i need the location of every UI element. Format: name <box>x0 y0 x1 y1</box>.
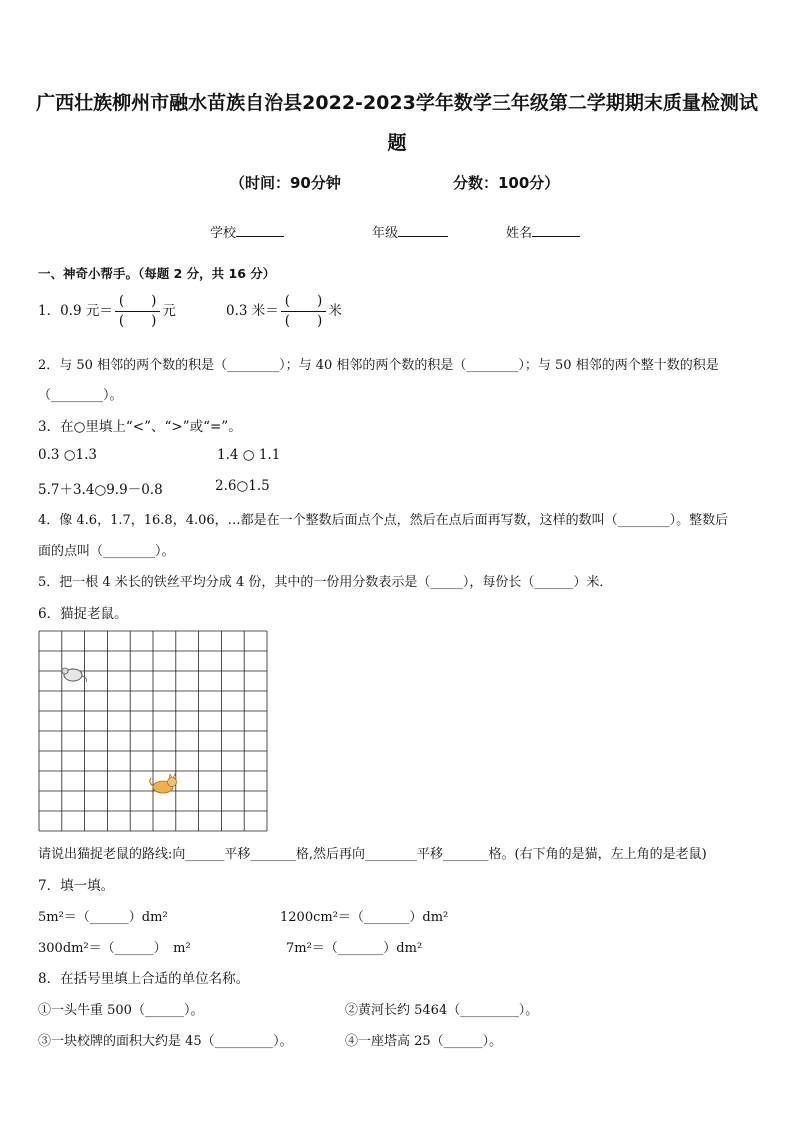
q7-item-a[interactable]: 5m²＝（______）dm² <box>38 910 168 925</box>
section1-heading: 一、神奇小帮手。（每题 2 分，共 16 分） <box>38 266 276 281</box>
title-line1: 广西壮族柳州市融水苗族自治县2022-2023学年数学三年级第二学期期末质量检测试 <box>36 92 758 114</box>
q8-item-c[interactable]: ③一块校牌的面积大约是 45（_________）。 <box>38 1034 293 1049</box>
q1-number: 1． <box>38 303 61 319</box>
q3-item-1a[interactable]: 0.3 ○1.3 <box>38 447 98 463</box>
question-4-line2[interactable]: 面的点叫（________）。 <box>38 544 175 559</box>
question-4-line1[interactable]: 4．像 4.6，1.7，16.8，4.06，…都是在一个整数后面点个点，然后在点后面再写数，这样的数叫（________）。整数后 <box>38 513 729 528</box>
grade-label: 年级 <box>372 226 399 241</box>
question-1 <box>38 292 176 331</box>
cat-icon <box>150 774 177 793</box>
mouse-icon <box>62 668 87 682</box>
school-label: 学校 <box>210 226 237 241</box>
q3-item-1b[interactable]: 1.4 ○ 1.1 <box>217 447 281 463</box>
q1b-unit: 米 <box>328 303 342 319</box>
exam-time: （时间：90分钟 <box>230 174 341 192</box>
question-3: 3．在○里填上“<”、“>”或“=”。 <box>38 419 242 435</box>
question-6: 6．猫捉老鼠。 <box>38 606 128 622</box>
cat-mouse-grid <box>38 630 268 832</box>
exam-score: 分数：100分） <box>453 174 560 192</box>
q8-item-d[interactable]: ④一座塔高 25（______）。 <box>345 1034 503 1049</box>
title-line2: 题 <box>387 132 407 154</box>
question-2-line2[interactable]: （________）。 <box>38 388 123 403</box>
q7-item-c[interactable]: 300dm²＝（______） m² <box>38 941 191 956</box>
q7-item-d[interactable]: 7m²＝（_______）dm² <box>286 941 423 956</box>
question-2-line1[interactable]: 2．与 50 相邻的两个数的积是（________）；与 40 相邻的两个数的积是（________）；与 50 相邻的两个整十数的积是 <box>38 358 719 373</box>
q1a-fraction[interactable]: $\frac{( )}{( )}$ <box>115 292 161 331</box>
q8-item-a[interactable]: ①一头牛重 500（______）。 <box>38 1003 204 1018</box>
q7-item-b[interactable]: 1200cm²＝（_______）dm² <box>280 910 449 925</box>
grade-field[interactable] <box>372 222 448 241</box>
question-6-ask[interactable]: 请说出猫捉老鼠的路线:向______平移_______格,然后再向________平移_______格。(右下角的是猫，左上角的是老鼠) <box>38 847 707 862</box>
q1b-left: 0.3 米＝ <box>226 303 279 319</box>
grid-lines <box>39 631 267 831</box>
question-7: 7．填一填。 <box>38 878 115 894</box>
question-1b <box>226 292 342 331</box>
question-8: 8．在括号里填上合适的单位名称。 <box>38 971 250 987</box>
school-field[interactable] <box>210 222 284 241</box>
name-field[interactable] <box>506 222 580 241</box>
q3-item-2a[interactable]: 5.7＋3.4○9.9－0.8 <box>38 482 163 498</box>
q1a-left: 0.9 元＝ <box>60 303 113 319</box>
name-label: 姓名 <box>506 226 533 241</box>
q3-item-2b[interactable]: 2.6○1.5 <box>215 478 270 494</box>
q1b-fraction[interactable]: $\frac{( )}{( )}$ <box>281 292 327 331</box>
q1a-unit: 元 <box>162 303 176 319</box>
question-5[interactable]: 5．把一根 4 米长的铁丝平均分成 4 份，其中的一份用分数表示是（_____），每份长（______）米． <box>38 575 613 590</box>
q8-item-b[interactable]: ②黄河长约 5464（_________）。 <box>345 1003 539 1018</box>
